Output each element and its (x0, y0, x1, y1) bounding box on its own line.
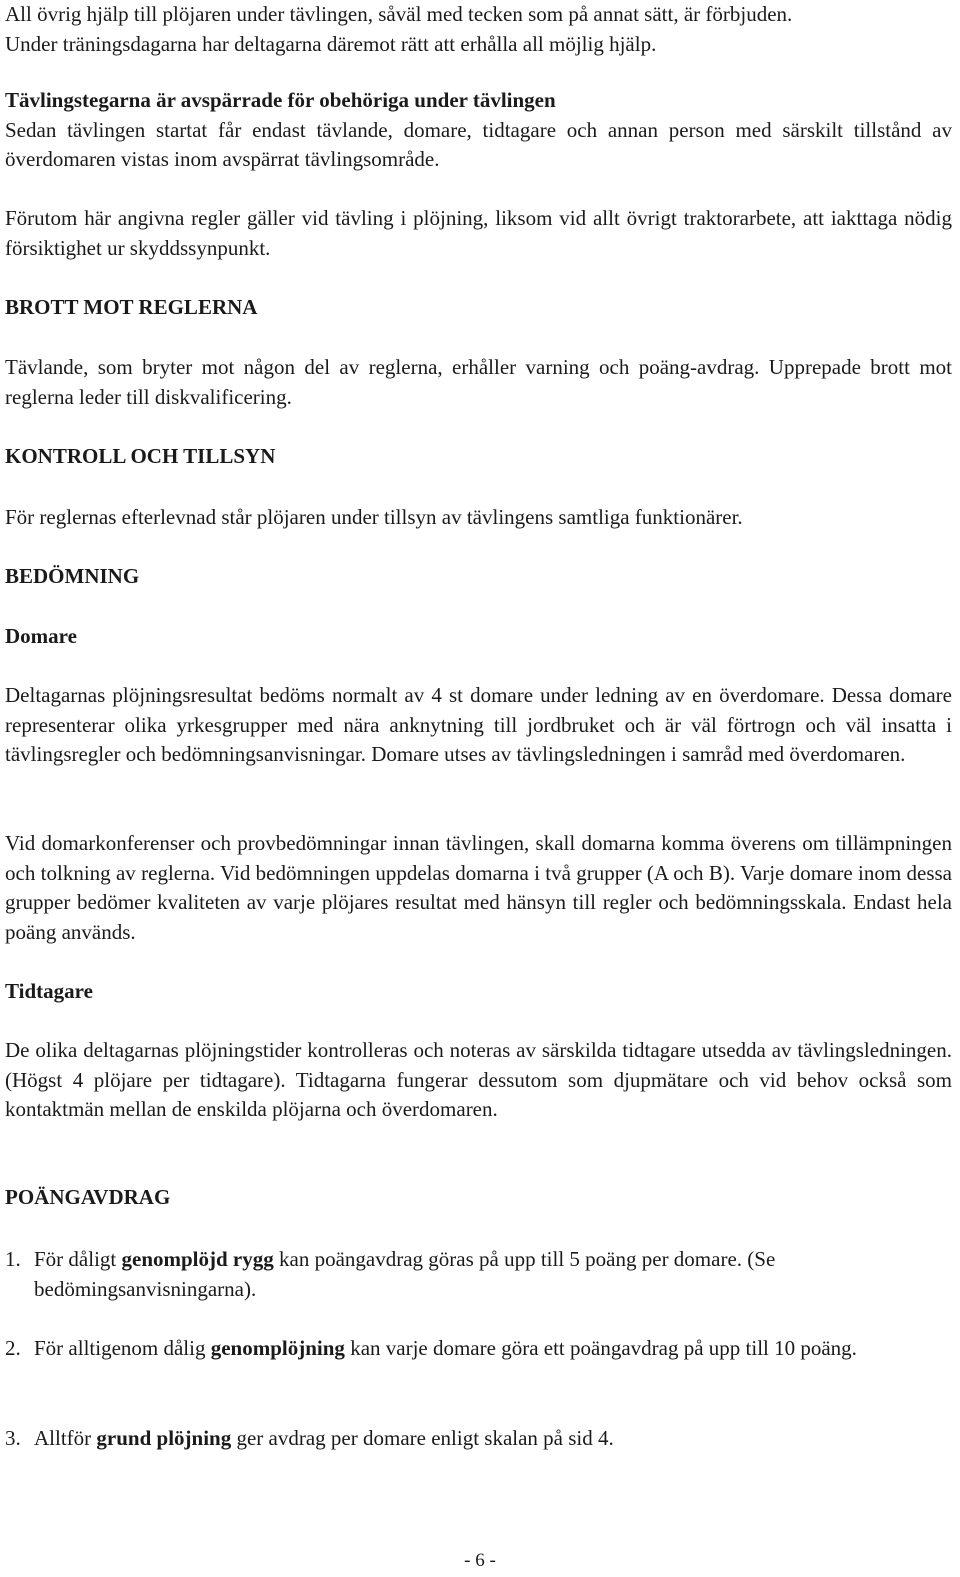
tidtagare-heading: Tidtagare (5, 979, 93, 1003)
list-item-number: 2. (5, 1336, 21, 1360)
list-item (5, 1424, 952, 1454)
list-item-text: ger avdrag per domare enligt skalan på sid 4. (231, 1426, 614, 1450)
list-item-text: För alltigenom dålig (34, 1336, 211, 1360)
bedomning-heading: BEDÖMNING (5, 564, 140, 588)
list-item-emphasis: genomplöjd rygg (121, 1247, 274, 1271)
intro-line-1: All övrig hjälp till plöjaren under tävlingen, såväl med tecken som på annat sätt, är förbjuden. (5, 2, 793, 26)
tidtagare-paragraph: De olika deltagarnas plöjningstider kontrolleras och noteras av särskilda tidtagare utsedda av tävlingsledningen. (Högst 4 plöjare per tidtagare). Tidtagarna fungerar dessutom som djupmätare och vid behov också som kontaktmän mellan de enskilda plöjarna och överdomaren. (5, 1038, 952, 1121)
list-item (5, 1334, 952, 1364)
tavlingsteg-heading: Tävlingstegarna är avspärrade för obehöriga under tävlingen (5, 88, 556, 112)
list-item-number: 3. (5, 1426, 21, 1450)
list-item-emphasis: genomplöjning (210, 1336, 345, 1360)
intro-line-2: Under träningsdagarna har deltagarna däremot rätt att erhålla all möjlig hjälp. (5, 31, 657, 56)
page-number: - 6 - (464, 1550, 496, 1571)
kontroll-heading: KONTROLL OCH TILLSYN (5, 444, 276, 468)
list-item-text: kan poängavdrag göras på upp till 5 poäng per domare. (Se bedömingsanvisningarna). (34, 1247, 776, 1301)
domare-paragraph-2: Vid domarkonferenser och provbedömningar innan tävlingen, skall domarna komma överens om tillämpningen och tolkning av reglerna. Vid bedömningen uppdelas domarna i två grupper (A och B). Varje domare inom dessa grupper bedömer kvaliteten av varje plöjares resultat med hänsyn till regler och bedömningsskala. Endast hela poäng används. (5, 831, 952, 944)
kontroll-text: För reglernas efterlevnad står plöjaren under tillsyn av tävlingens samtliga funktionärer. (5, 505, 743, 529)
list-item-text: Alltför (34, 1426, 97, 1450)
brott-heading: BROTT MOT REGLERNA (5, 295, 258, 319)
tavlingsteg-text: Sedan tävlingen startat får endast tävlande, domare, tidtagare och annan person med särskilt tillstånd av överdomaren vistas inom avspärrat tävlingsområde. (5, 117, 952, 171)
list-item (5, 1245, 952, 1304)
list-item-text: kan varje domare göra ett poängavdrag på upp till 10 poäng. (344, 1336, 857, 1360)
forutom-paragraph: Förutom här angivna regler gäller vid tävling i plöjning, liksom vid allt övrigt traktorarbete, att iakttaga nödig försiktighet ur skyddssynpunkt. (5, 206, 952, 260)
tavlingsteg-section (5, 86, 952, 175)
domare-paragraph-1: Deltagarnas plöjningsresultat bedöms normalt av 4 st domare under ledning av en överdomare. Dessa domare representerar olika yrkesgrupper med nära anknytning till jordbruket och är väl förtrogn och väl insatta i tävlingsregler och bedömningsanvisningar. Domare utses av tävlingsledningen i samråd med överdomaren. (5, 683, 952, 766)
brott-text: Tävlande, som bryter mot någon del av reglerna, erhåller varning och poäng-avdrag. Upprepade brott mot reglerna leder till diskvalificering. (5, 355, 952, 409)
intro-paragraph (5, 0, 952, 59)
poangavdrag-heading: POÄNGAVDRAG (5, 1185, 171, 1209)
list-item-text: För dåligt (34, 1247, 122, 1271)
domare-heading: Domare (5, 624, 77, 648)
list-item-number: 1. (5, 1247, 21, 1271)
list-item-emphasis: grund plöjning (96, 1426, 232, 1450)
